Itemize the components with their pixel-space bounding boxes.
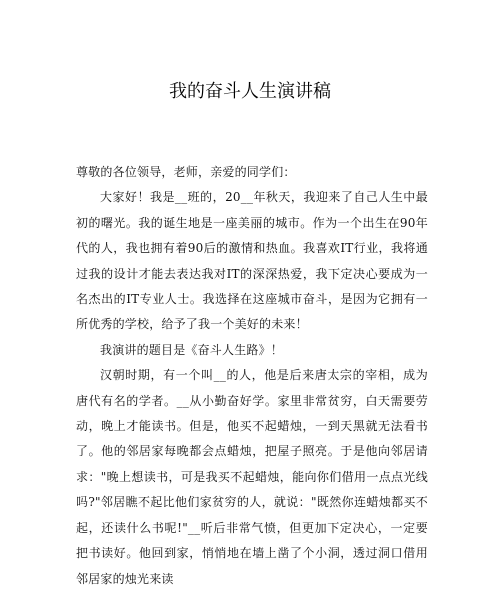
- salutation-paragraph: 尊敬的各位领导，老师，亲爱的同学们：: [76, 165, 296, 179]
- document-title: 我的奋斗人生演讲稿: [169, 81, 331, 102]
- document-body: [76, 160, 428, 592]
- intro-paragraph: 大家好！我是__班的，20__年秋天，我迎来了自己人生中最初的曙光。我的诞生地是一座美丽的城市。作为一个出生在90年代的人，我也拥有着90后的激情和热血。我喜欢IT行业，我将通过我的设计才能去表达我对IT的深深热爱，我下定决心要成为一名杰出的IT专业人士。我选择在这座城市奋斗，是因为它拥有一所优秀的学校，给予了我一个美好的未来！: [76, 190, 428, 332]
- topic-paragraph: 我演讲的题目是《奋斗人生路》！: [100, 342, 284, 357]
- story-paragraph: 汉朝时期，有一个叫__的人，他是后来唐太宗的宰相，成为唐代有名的学者。__从小勤奋好学。家里非常贫穷，白天需要劳动，晚上才能读书。但是，他买不起蜡烛，一到天黑就无法看书了。他的邻居家每晚都会点蜡烛，把屋子照亮。于是他向邻居请求："晚上想读书，可是我买不起蜡烛，能向你们借用一点点光线吗?"邻居瞧不起比他们家贫穷的人，就说："既然你连蜡烛都买不起，还读什么书呢!"__听后非常气愤，但更加下定决心，一定要把书读好。他回到家，悄悄地在墙上凿了个小洞，透过洞口借用邻居家的烛光来读: [76, 368, 428, 586]
